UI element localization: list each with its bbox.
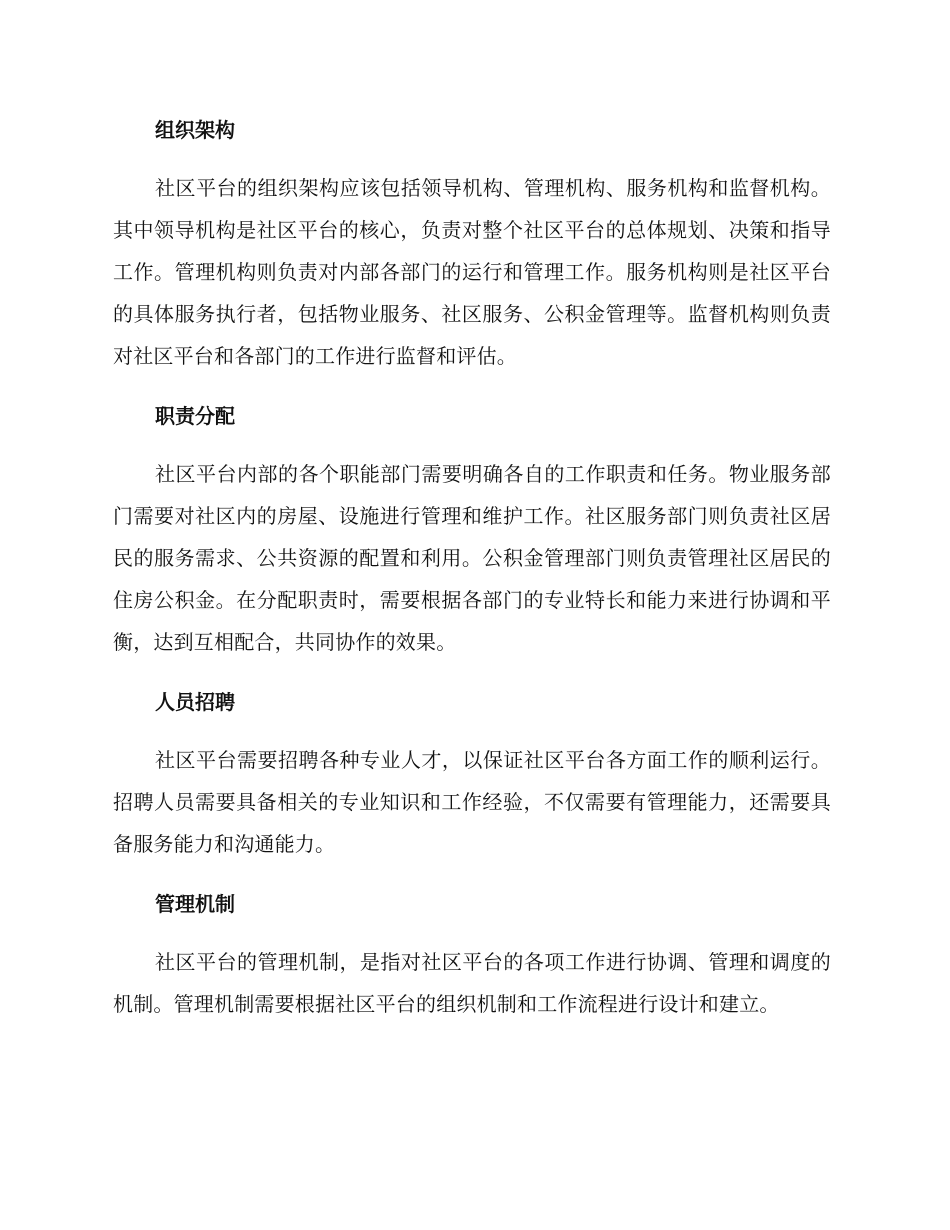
section-title: 管理机制 <box>155 892 235 916</box>
section-paragraph: 社区平台内部的各个职能部门需要明确各自的工作职责和任务。物业服务部门需要对社区内的房屋、设施进行管理和维护工作。社区服务部门则负责社区居民的服务需求、公共资源的配置和利用。公积金管理部门则负责管理社区居民的住房公积金。在分配职责时，需要根据各部门的专业特长和能力来进行协调和平衡，达到互相配合，共同协作的效果。 <box>113 462 831 654</box>
section-organization <box>113 109 831 377</box>
document-content <box>113 109 831 1025</box>
section-management-mechanism <box>113 883 831 1025</box>
section-paragraph: 社区平台的组织架构应该包括领导机构、管理机构、服务机构和监督机构。其中领导机构是社区平台的核心，负责对整个社区平台的总体规划、决策和指导工作。管理机构则负责对内部各部门的运行和管理工作。服务机构则是社区平台的具体服务执行者，包括物业服务、社区服务、公积金管理等。监督机构则负责对社区平台和各部门的工作进行监督和评估。 <box>113 176 831 368</box>
section-paragraph: 社区平台需要招聘各种专业人才，以保证社区平台各方面工作的顺利运行。招聘人员需要具备相关的专业知识和工作经验，不仅需要有管理能力，还需要具备服务能力和沟通能力。 <box>113 748 831 856</box>
section-title: 职责分配 <box>155 404 235 428</box>
section-title: 组织架构 <box>155 118 235 142</box>
section-responsibilities <box>113 395 831 663</box>
section-paragraph: 社区平台的管理机制，是指对社区平台的各项工作进行协调、管理和调度的机制。管理机制需要根据社区平台的组织机制和工作流程进行设计和建立。 <box>113 950 831 1016</box>
section-title: 人员招聘 <box>155 690 235 714</box>
section-recruitment <box>113 681 831 865</box>
